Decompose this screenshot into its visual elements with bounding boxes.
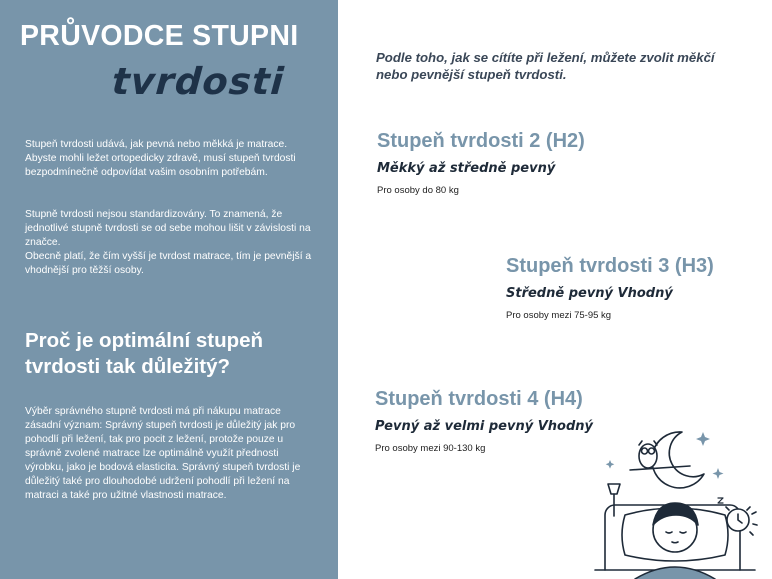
alarm-clock-icon (726, 507, 757, 535)
grade-h2 (377, 130, 585, 196)
standardization-paragraph (25, 208, 315, 278)
hardness-definition-paragraph: Stupeň tvrdosti udává, jak pevná nebo měkká je matrace. Abyste mohli ležet ortopedicky zdravě, musí stupeň tvrdosti bezpodmínečně odpovídat vašim osobním potřebám. (25, 139, 296, 178)
grade-description: Měkký až středně pevný (377, 161, 556, 176)
intro-text: Podle toho, jak se cítíte při ležení, můžete zvolit měkčí nebo pevnější stupeň tvrdosti. (376, 50, 715, 82)
star-icon (606, 460, 615, 469)
left-panel (0, 0, 338, 579)
grade-description: Středně pevný Vhodný (506, 286, 673, 301)
grade-weight: Pro osoby mezi 90-130 kg (375, 443, 486, 454)
why-heading: Proč je optimální stupeň tvrdosti tak důležitý? (25, 329, 264, 378)
page-title: PRŮVODCE STUPNI (20, 20, 299, 52)
grade-h4 (375, 388, 593, 454)
grade-title: Stupeň tvrdosti 4 (H4) (375, 388, 583, 410)
moon-icon (652, 432, 704, 488)
grade-h3 (506, 255, 714, 321)
standardization-text: Stupně tvrdosti nejsou standardizovány. To znamená, že jednotlivé stupně tvrdosti se od sebe mohou lišit v závislosti na značce. (25, 209, 311, 248)
grade-weight: Pro osoby mezi 75-95 kg (506, 310, 612, 321)
page-subtitle-script: tvrdosti (110, 60, 286, 103)
importance-paragraph: Výběr správného stupně tvrdosti má při nákupu matrace zásadní význam: Správný stupeň tvrdosti je důležitý jak pro pohodlí při ležení, tak pro pocit z ležení, protože pouze u správně zvolené matrace lze optimálně využít přednosti výrobku, jako je bodová elasticita. Správný stupeň tvrdosti je důležitý také pro dlouhodobé udržení pohodlí při ležení na matraci a také pro užitné vlastnosti matrace. (25, 406, 301, 501)
grade-description: Pevný až velmi pevný Vhodný (375, 419, 593, 434)
sleeping-person-illustration (590, 420, 760, 579)
star-icon (713, 468, 724, 479)
star-icon (696, 432, 710, 446)
grade-weight: Pro osoby do 80 kg (377, 185, 459, 196)
grade-title: Stupeň tvrdosti 2 (H2) (377, 130, 585, 152)
grade-title: Stupeň tvrdosti 3 (H3) (506, 255, 714, 277)
general-rule-text: Obecně platí, že čím vyšší je tvrdost matrace, tím je pevnější a vhodnější pro těžší osoby. (25, 251, 312, 276)
